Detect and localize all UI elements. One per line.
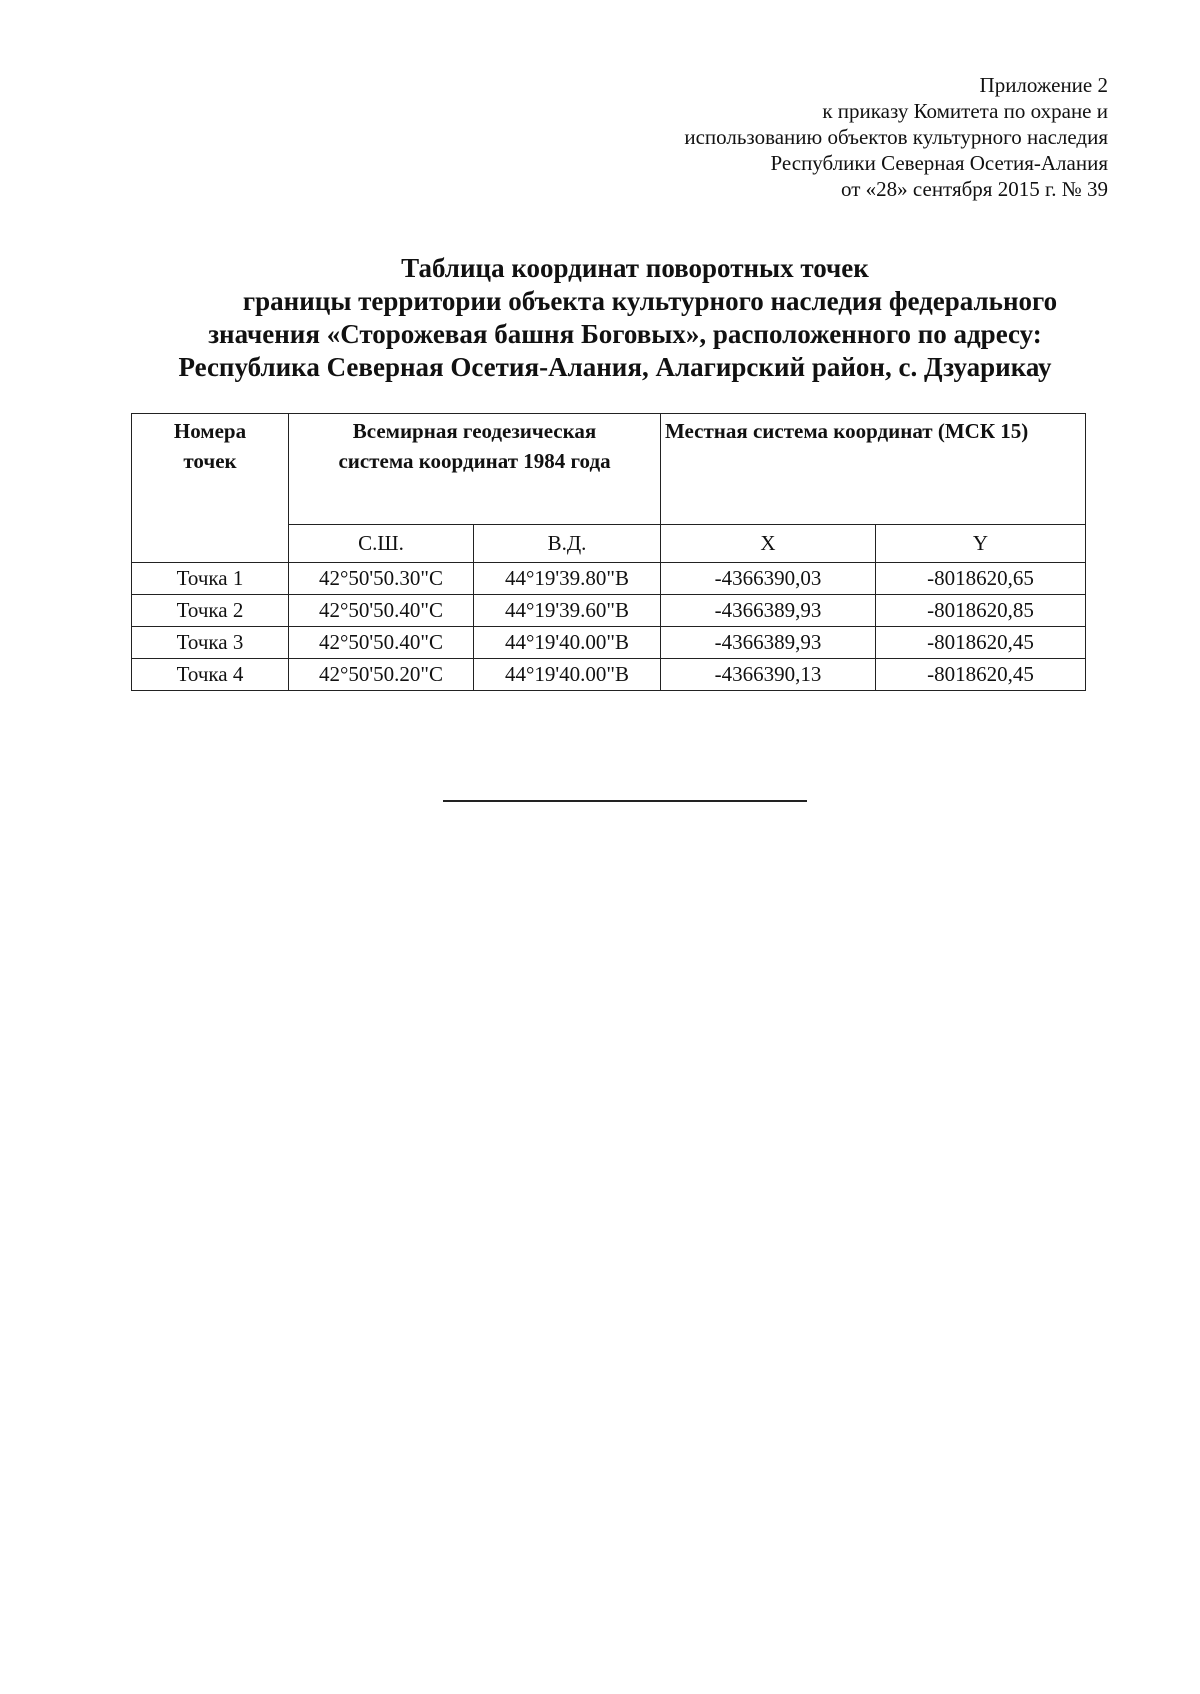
appendix-line: использованию объектов культурного наследия [684, 125, 1108, 149]
cell-lon: 44°19'40.00"В [474, 627, 661, 659]
cell-lat: 42°50'50.40"С [289, 595, 474, 627]
title-line: Таблица координат поворотных точек [401, 253, 869, 283]
table-row [132, 563, 1086, 595]
bottom-divider [443, 800, 807, 802]
subheader-x: X [661, 525, 876, 563]
header-msk15: Местная система координат (МСК 15) [661, 414, 1086, 525]
cell-point: Точка 1 [132, 563, 289, 595]
appendix-block [488, 72, 1108, 202]
table-row [132, 659, 1086, 691]
appendix-line: Приложение 2 [979, 73, 1108, 97]
cell-x: -4366389,93 [661, 595, 876, 627]
cell-lat: 42°50'50.20"С [289, 659, 474, 691]
cell-x: -4366390,03 [661, 563, 876, 595]
header-wgs84: Всемирная геодезическая система координат 1984 года [289, 414, 661, 525]
cell-x: -4366389,93 [661, 627, 876, 659]
table-header-row [132, 414, 1086, 525]
table-row [132, 595, 1086, 627]
subheader-lat: С.Ш. [289, 525, 474, 563]
header-points: Номера точек [132, 414, 289, 563]
cell-lon: 44°19'40.00"В [474, 659, 661, 691]
cell-lat: 42°50'50.30"С [289, 563, 474, 595]
cell-x: -4366390,13 [661, 659, 876, 691]
cell-y: -8018620,45 [876, 627, 1086, 659]
table-row [132, 627, 1086, 659]
cell-point: Точка 3 [132, 627, 289, 659]
title-line: Республика Северная Осетия-Алания, Алагирский район, с. Дзуарикау [178, 352, 1052, 382]
cell-y: -8018620,45 [876, 659, 1086, 691]
appendix-line: Республики Северная Осетия-Алания [770, 151, 1108, 175]
cell-point: Точка 4 [132, 659, 289, 691]
cell-lat: 42°50'50.40"С [289, 627, 474, 659]
subheader-y: Y [876, 525, 1086, 563]
document-title [120, 252, 1110, 384]
cell-y: -8018620,65 [876, 563, 1086, 595]
cell-y: -8018620,85 [876, 595, 1086, 627]
appendix-line: от «28» сентября 2015 г. № 39 [841, 177, 1108, 201]
subheader-lon: В.Д. [474, 525, 661, 563]
cell-point: Точка 2 [132, 595, 289, 627]
appendix-line: к приказу Комитета по охране и [822, 99, 1108, 123]
coordinates-table [131, 413, 1086, 691]
title-line: значения «Сторожевая башня Боговых», расположенного по адресу: [208, 319, 1042, 349]
title-line: границы территории объекта культурного наследия федерального [242, 286, 1058, 316]
cell-lon: 44°19'39.80"В [474, 563, 661, 595]
cell-lon: 44°19'39.60"В [474, 595, 661, 627]
